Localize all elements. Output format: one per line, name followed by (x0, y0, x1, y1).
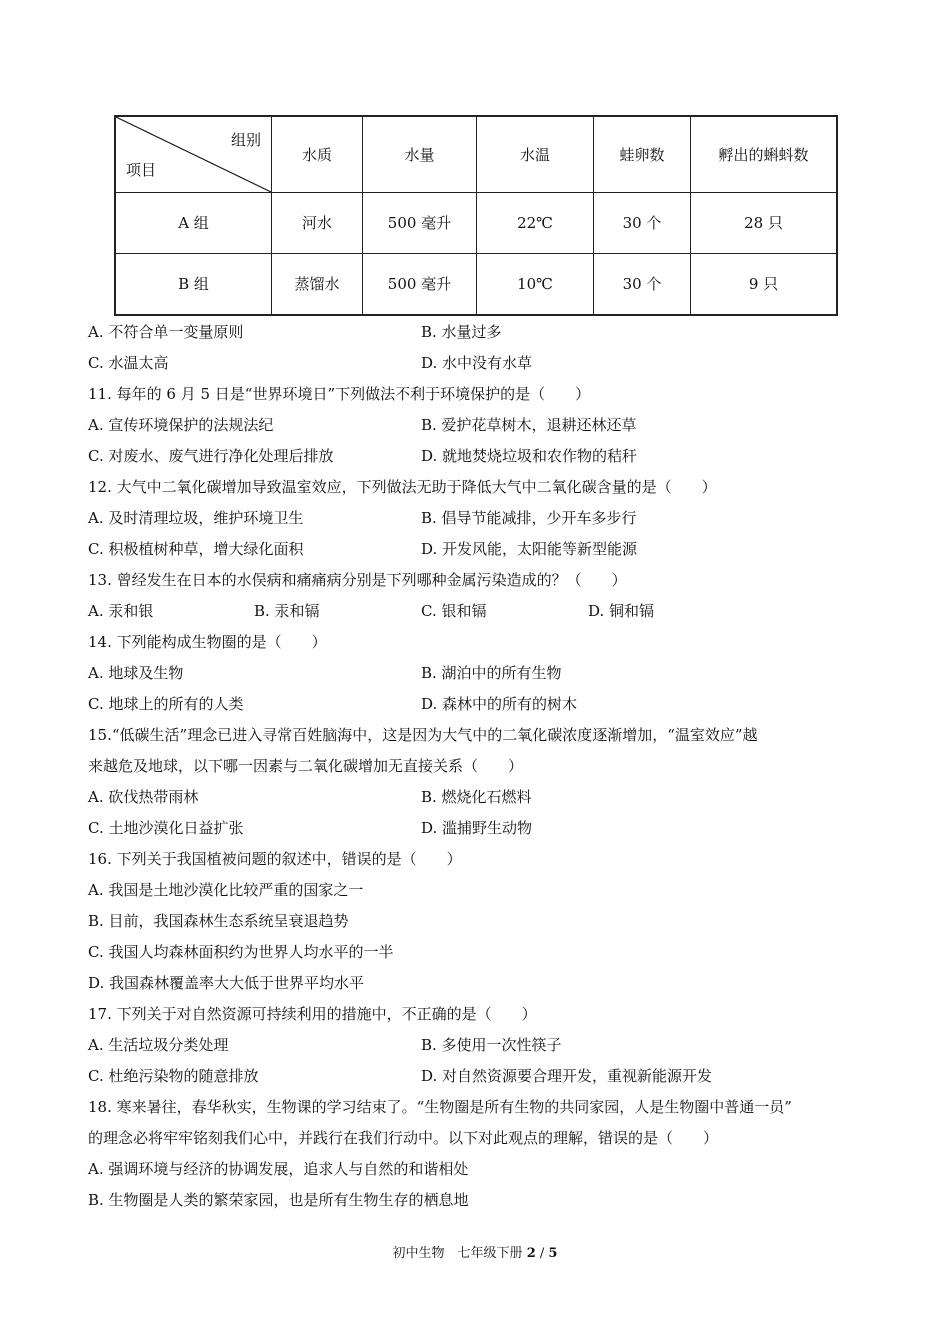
table-cell: 500 毫升 (363, 192, 477, 253)
row-group-label: A 组 (115, 192, 272, 253)
option-d: D. 森林中的所有的树木 (421, 695, 578, 713)
option-a: A. 生活垃圾分类处理 (88, 1036, 229, 1054)
option-c: C. 我国人均森林面积约为世界人均水平的一半 (88, 943, 394, 961)
option-a: A. 地球及生物 (88, 664, 184, 682)
option-d: D. 就地焚烧垃圾和农作物的秸秆 (421, 447, 638, 465)
option-b: B. 多使用一次性筷子 (421, 1036, 562, 1054)
option-d: D. 我国森林覆盖率大大低于世界平均水平 (88, 974, 365, 992)
diagonal-header-cell (115, 116, 272, 192)
option-b: B. 水量过多 (421, 323, 502, 341)
q15-stem-line2: 来越危及地球，以下哪一因素与二氧化碳增加无直接关系（ ） (88, 757, 524, 775)
column-header: 水温 (477, 116, 594, 192)
option-a: A. 强调环境与经济的协调发展，追求人与自然的和谐相处 (88, 1160, 469, 1178)
table-row (115, 192, 837, 253)
option-a: A. 及时清理垃圾，维护环境卫生 (88, 509, 304, 527)
experiment-table (114, 115, 838, 316)
table-cell: 9 只 (691, 253, 838, 315)
table-cell: 10℃ (477, 253, 594, 315)
table-row (115, 253, 837, 315)
q10-options-row (88, 348, 878, 379)
option-a: A. 砍伐热带雨林 (88, 788, 199, 806)
q10-options-row (88, 317, 878, 348)
q17-options-row (88, 1030, 878, 1061)
q18-stem-line1: 18. 寒来暑往，春华秋实，生物课的学习结束了。“生物圈是所有生物的共同家园，人是生物圈中普通一员” (88, 1098, 792, 1116)
option-d: D. 水中没有水草 (421, 354, 533, 372)
q15-options-row (88, 813, 878, 844)
column-header: 蛙卵数 (594, 116, 691, 192)
page-total: 5 (548, 1246, 558, 1261)
q11-options-row (88, 441, 878, 472)
q14-stem: 14. 下列能构成生物圈的是（ ） (88, 633, 327, 651)
header-group-label: 组别 (230, 131, 261, 149)
table-cell: 28 只 (691, 192, 838, 253)
footer-title: 初中生物 七年级下册 (392, 1246, 523, 1261)
table-cell: 蒸馏水 (272, 253, 363, 315)
option-b: B. 目前，我国森林生态系统呈衰退趋势 (88, 912, 349, 930)
table-cell: 30 个 (594, 253, 691, 315)
option-d: D. 对自然资源要合理开发，重视新能源开发 (421, 1067, 713, 1085)
q15-options-row (88, 782, 878, 813)
option-b: B. 爱护花草树木，退耕还林还草 (421, 416, 637, 434)
page-separator: / (535, 1246, 549, 1261)
q15-stem-line1: 15.“低碳生活”理念已进入寻常百姓脑海中，这是因为大气中的二氧化碳浓度逐渐增加，“温室效应”越 (88, 726, 758, 744)
column-header: 水质 (272, 116, 363, 192)
q14-options-row (88, 658, 878, 689)
option-d: D. 开发风能，太阳能等新型能源 (421, 540, 638, 558)
question-list (88, 317, 878, 1216)
row-group-label: B 组 (115, 253, 272, 315)
option-c: C. 对废水、废气进行净化处理后排放 (88, 447, 334, 465)
table-cell: 30 个 (594, 192, 691, 253)
option-b: B. 燃烧化石燃料 (421, 788, 532, 806)
q11-options-row (88, 410, 878, 441)
q13-options-row (88, 596, 878, 627)
option-c: C. 地球上的所有的人类 (88, 695, 244, 713)
page-footer (0, 1242, 950, 1261)
option-a: A. 汞和银 (88, 602, 154, 620)
table-cell: 500 毫升 (363, 253, 477, 315)
q17-stem: 17. 下列关于对自然资源可持续利用的措施中，不正确的是（ ） (88, 1005, 537, 1023)
option-c: C. 水温太高 (88, 354, 169, 372)
option-b: B. 生物圈是人类的繁荣家园，也是所有生物生存的栖息地 (88, 1191, 469, 1209)
option-a: A. 我国是土地沙漠化比较严重的国家之一 (88, 881, 364, 899)
q12-options-row (88, 534, 878, 565)
page-number: 2 (526, 1246, 536, 1261)
option-a: A. 不符合单一变量原则 (88, 323, 244, 341)
option-c: C. 积极植树种草，增大绿化面积 (88, 540, 304, 558)
option-b: B. 倡导节能减排，少开车多步行 (421, 509, 637, 527)
option-d: D. 滥捕野生动物 (421, 819, 533, 837)
option-c: C. 银和镉 (421, 602, 487, 620)
header-item-label: 项目 (126, 160, 157, 179)
table-cell: 河水 (272, 192, 363, 253)
q11-stem: 11. 每年的 6 月 5 日是“世界环境日”下列做法不利于环境保护的是（ ） (88, 385, 591, 403)
option-c: C. 杜绝污染物的随意排放 (88, 1067, 259, 1085)
option-a: A. 宣传环境保护的法规法纪 (88, 416, 274, 434)
q14-options-row (88, 689, 878, 720)
q13-stem: 13. 曾经发生在日本的水俣病和痛痛病分别是下列哪种金属污染造成的？（ ） (88, 571, 627, 589)
column-header: 孵出的蝌蚪数 (691, 116, 838, 192)
experiment-table-wrap (114, 115, 838, 316)
q16-stem: 16. 下列关于我国植被问题的叙述中，错误的是（ ） (88, 850, 462, 868)
q17-options-row (88, 1061, 878, 1092)
q12-stem: 12. 大气中二氧化碳增加导致温室效应，下列做法无助于降低大气中二氧化碳含量的是（ ） (88, 478, 717, 496)
option-d: D. 铜和镉 (588, 602, 655, 620)
table-cell: 22℃ (477, 192, 594, 253)
column-header: 水量 (363, 116, 477, 192)
option-b: B. 汞和镉 (254, 602, 320, 620)
table-header-row (115, 116, 837, 192)
q12-options-row (88, 503, 878, 534)
option-c: C. 土地沙漠化日益扩张 (88, 819, 244, 837)
option-b: B. 湖泊中的所有生物 (421, 664, 562, 682)
q18-stem-line2: 的理念必将牢牢铭刻我们心中，并践行在我们行动中。以下对此观点的理解，错误的是（ ） (88, 1129, 719, 1147)
